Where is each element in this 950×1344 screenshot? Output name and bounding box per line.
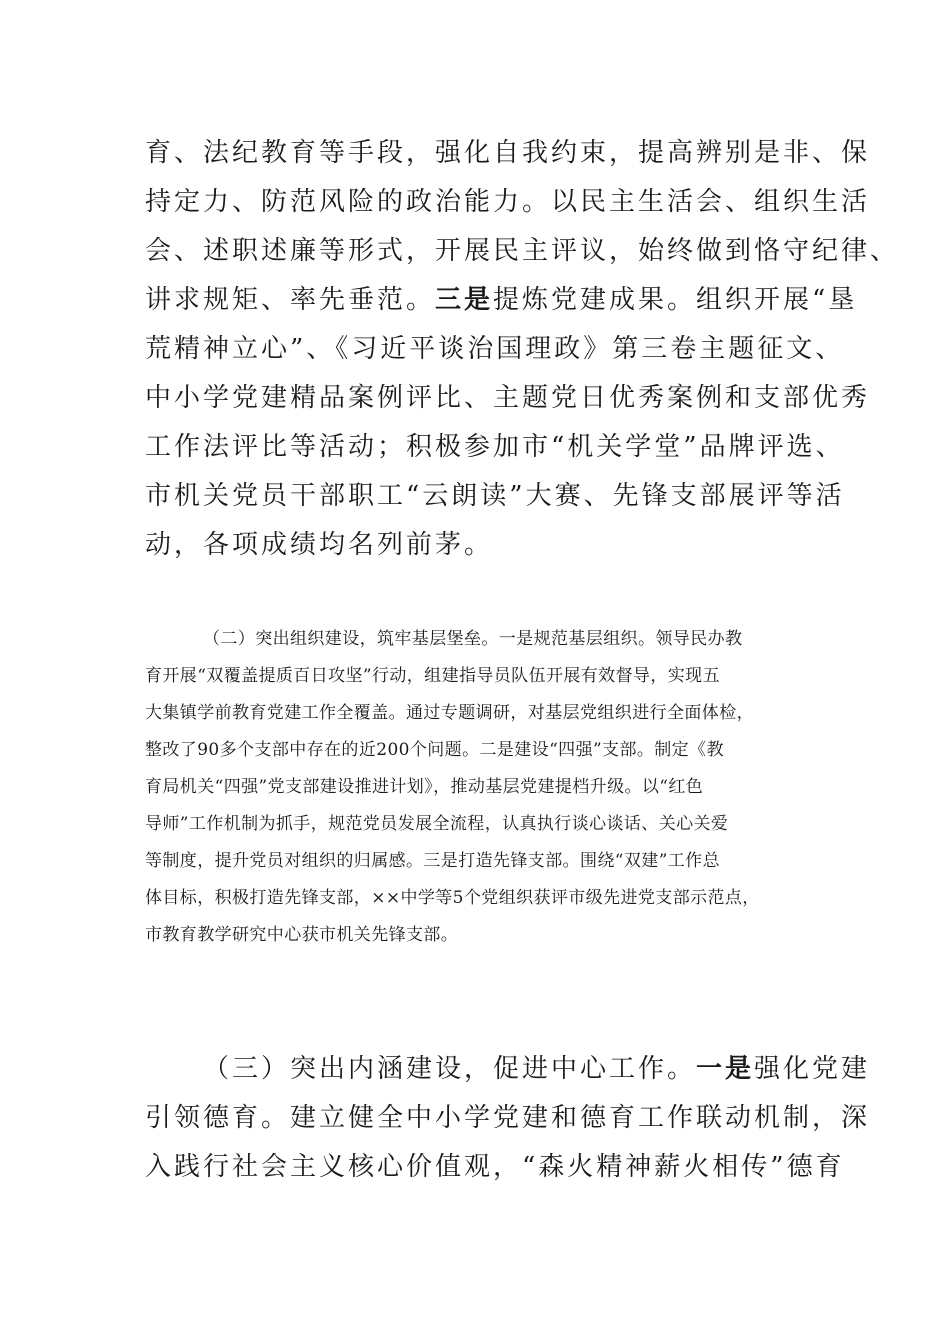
paragraph-1-line-9: 动，各项成绩均名列前茅。 bbox=[145, 530, 494, 560]
paragraph-1-line-8: 市机关党员干部职工“云朗读”大赛、先锋支部展评等活 bbox=[145, 481, 845, 511]
paragraph-1-line-3: 会、述职述廉等形式，开展民主评议，始终做到恪守纪律、 bbox=[145, 236, 900, 266]
paragraph-2-line-1: （二）突出组织建设，筑牢基层堡垒。一是规范基层组织。领导民办教 bbox=[203, 629, 743, 649]
paragraph-2-line-3: 大集镇学前教育党建工作全覆盖。通过专题调研，对基层党组织进行全面体检， bbox=[145, 703, 754, 723]
paragraph-2-line-2: 育开展“双覆盖提质百日攻坚”行动，组建指导员队伍开展有效督导，实现五 bbox=[145, 666, 720, 686]
paragraph-1-line-4 bbox=[145, 284, 857, 316]
paragraph-2-line-9: 市教育教学研究中心获市机关先锋支部。 bbox=[145, 925, 459, 945]
paragraph-1-line-4-text-start: 讲求规矩、率先垂范。 bbox=[145, 285, 436, 315]
paragraph-1-line-1: 育、法纪教育等手段，强化自我约束，提高辨别是非、保 bbox=[145, 138, 871, 168]
paragraph-2-line-8: 体目标，积极打造先锋支部，××中学等5个党组织获评市级先进党支部示范点， bbox=[145, 888, 760, 908]
paragraph-2-line-4: 整改了90多个支部中存在的近200个问题。二是建设“四强”支部。制定《教 bbox=[145, 740, 724, 760]
paragraph-3-line-3: 入践行社会主义核心价值观，“森火精神薪火相传”德育 bbox=[145, 1152, 845, 1182]
paragraph-3-line-1-text-end: 强化党建 bbox=[754, 1054, 871, 1084]
paragraph-1-line-5: 荒精神立心”、《习近平谈治国理政》第三卷主题征文、 bbox=[145, 334, 845, 364]
paragraph-1-line-2: 持定力、防范风险的政治能力。以民主生活会、组织生活 bbox=[145, 187, 871, 217]
paragraph-3-line-1-text-start: （三）突出内涵建设，促进中心工作。 bbox=[203, 1054, 697, 1084]
paragraph-2-line-5: 育局机关“四强”党支部建设推进计划》，推动基层党建提档升级。以“红色 bbox=[145, 777, 704, 797]
paragraph-3-line-1 bbox=[203, 1053, 870, 1085]
paragraph-1-line-4-bold-marker: 三是 bbox=[435, 285, 494, 315]
paragraph-1-line-4-text-end: 提炼党建成果。组织开展“垦 bbox=[493, 285, 858, 315]
paragraph-2-line-7: 等制度，提升党员对组织的归属感。三是打造先锋支部。围绕“双建”工作总 bbox=[145, 851, 720, 871]
paragraph-3-line-2: 引领德育。建立健全中小学党建和德育工作联动机制，深 bbox=[145, 1103, 871, 1133]
paragraph-1-line-7: 工作法评比等活动；积极参加市“机关学堂”品牌评选、 bbox=[145, 432, 845, 462]
paragraph-2-line-6: 导师”工作机制为抓手，规范党员发展全流程，认真执行谈心谈话、关心关爱 bbox=[145, 814, 729, 834]
paragraph-3-line-1-bold-marker: 一是 bbox=[696, 1054, 755, 1084]
paragraph-1-line-6: 中小学党建精品案例评比、主题党日优秀案例和支部优秀 bbox=[145, 383, 871, 413]
